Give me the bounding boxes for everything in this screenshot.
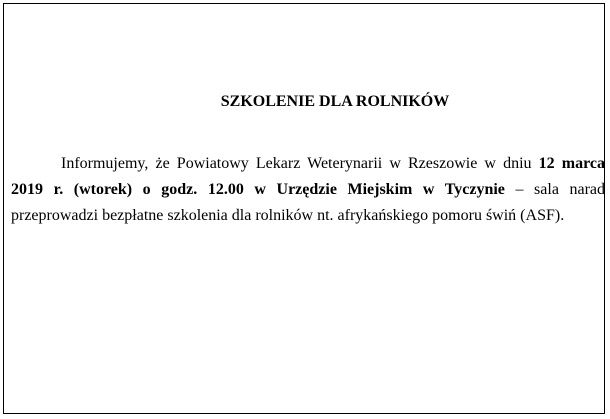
notice-body — [11, 151, 605, 229]
notice-date-time-place: 12 marca 2019 r. (wtorek) o godz. 12.00 w Urzędzie Miejskim w Tyczynie — [11, 155, 605, 198]
notice-frame — [3, 3, 605, 414]
notice-intro-text: Informujemy, że Powiatowy Lekarz Weterynarii w Rzeszowie w dniu — [61, 155, 539, 172]
notice-details-text: – sala narad przeprowadzi bezpłatne szkolenia dla rolników nt. afrykańskiego pomoru świń (ASF). — [11, 181, 606, 224]
notice-title: SZKOLENIE DLA ROLNIKÓW — [220, 93, 450, 110]
